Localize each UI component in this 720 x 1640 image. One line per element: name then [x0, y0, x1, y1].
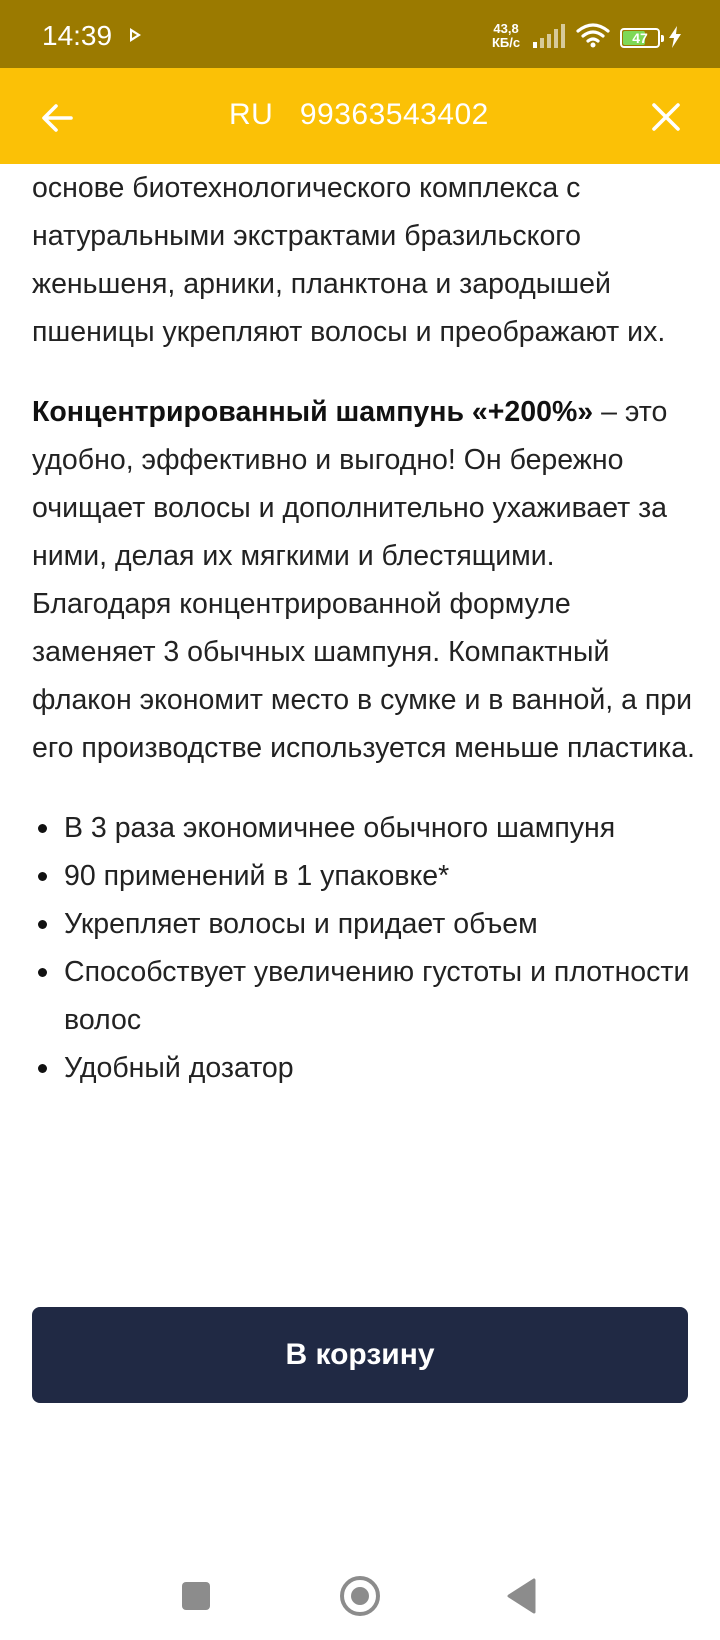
- media-play-icon: [130, 28, 141, 42]
- arrow-left-icon: [38, 98, 78, 138]
- back-button[interactable]: [38, 98, 78, 138]
- network-speed-value: 43,8: [493, 21, 519, 36]
- status-time: 14:39: [42, 20, 113, 51]
- description-intro: основе биотехнологического комплекса с натуральными экстрактами бразильского женьшеня, арники, планктона и зародышей пшеницы укрепляют волосы и преображают их.: [32, 172, 666, 348]
- description-highlight-text: – это удобно, эффективно и выгодно! Он бережно очищает волосы и дополнительно ухаживает за ними, делая их мягкими и блестящими. Благодаря концентрированной формуле заменяет 3 обычных шампуня. Компактный флакон экономит место в сумке и в ванной, а при его производстве используется меньше пластика.: [32, 396, 695, 764]
- description-highlight-bold: Концентрированный шампунь «+200%»: [32, 396, 594, 428]
- app-bar-title: RU 99363543402: [229, 98, 489, 131]
- network-speed-unit: КБ/с: [492, 35, 521, 50]
- close-button[interactable]: [648, 99, 684, 135]
- features-list-item: 90 применений в 1 упаковке*: [32, 852, 696, 900]
- home-circle-icon[interactable]: [340, 1576, 380, 1616]
- description-highlight: [32, 388, 696, 772]
- network-speed: [492, 22, 520, 50]
- wifi-icon: [576, 22, 610, 53]
- features-list-item: В 3 раза экономичнее обычного шампуня: [32, 804, 696, 852]
- features-list-item: Удобный дозатор: [32, 1044, 696, 1092]
- battery-icon: [620, 28, 660, 48]
- battery-level: 47: [632, 30, 648, 46]
- close-icon: [648, 99, 684, 135]
- system-nav-bar: [0, 1560, 720, 1640]
- recents-square-icon[interactable]: [182, 1582, 210, 1610]
- charging-bolt-icon: [668, 26, 682, 53]
- app-bar: [0, 68, 720, 164]
- features-list-item: Способствует увеличению густоты и плотности волос: [32, 948, 696, 1044]
- features-list: [32, 804, 696, 1092]
- product-description: [32, 164, 696, 1092]
- signal-icon: [533, 24, 569, 53]
- add-to-cart-button[interactable]: В корзину: [32, 1307, 688, 1403]
- back-triangle-icon[interactable]: [506, 1578, 536, 1619]
- status-bar: [0, 0, 720, 68]
- features-list-item: Укрепляет волосы и придает объем: [32, 900, 696, 948]
